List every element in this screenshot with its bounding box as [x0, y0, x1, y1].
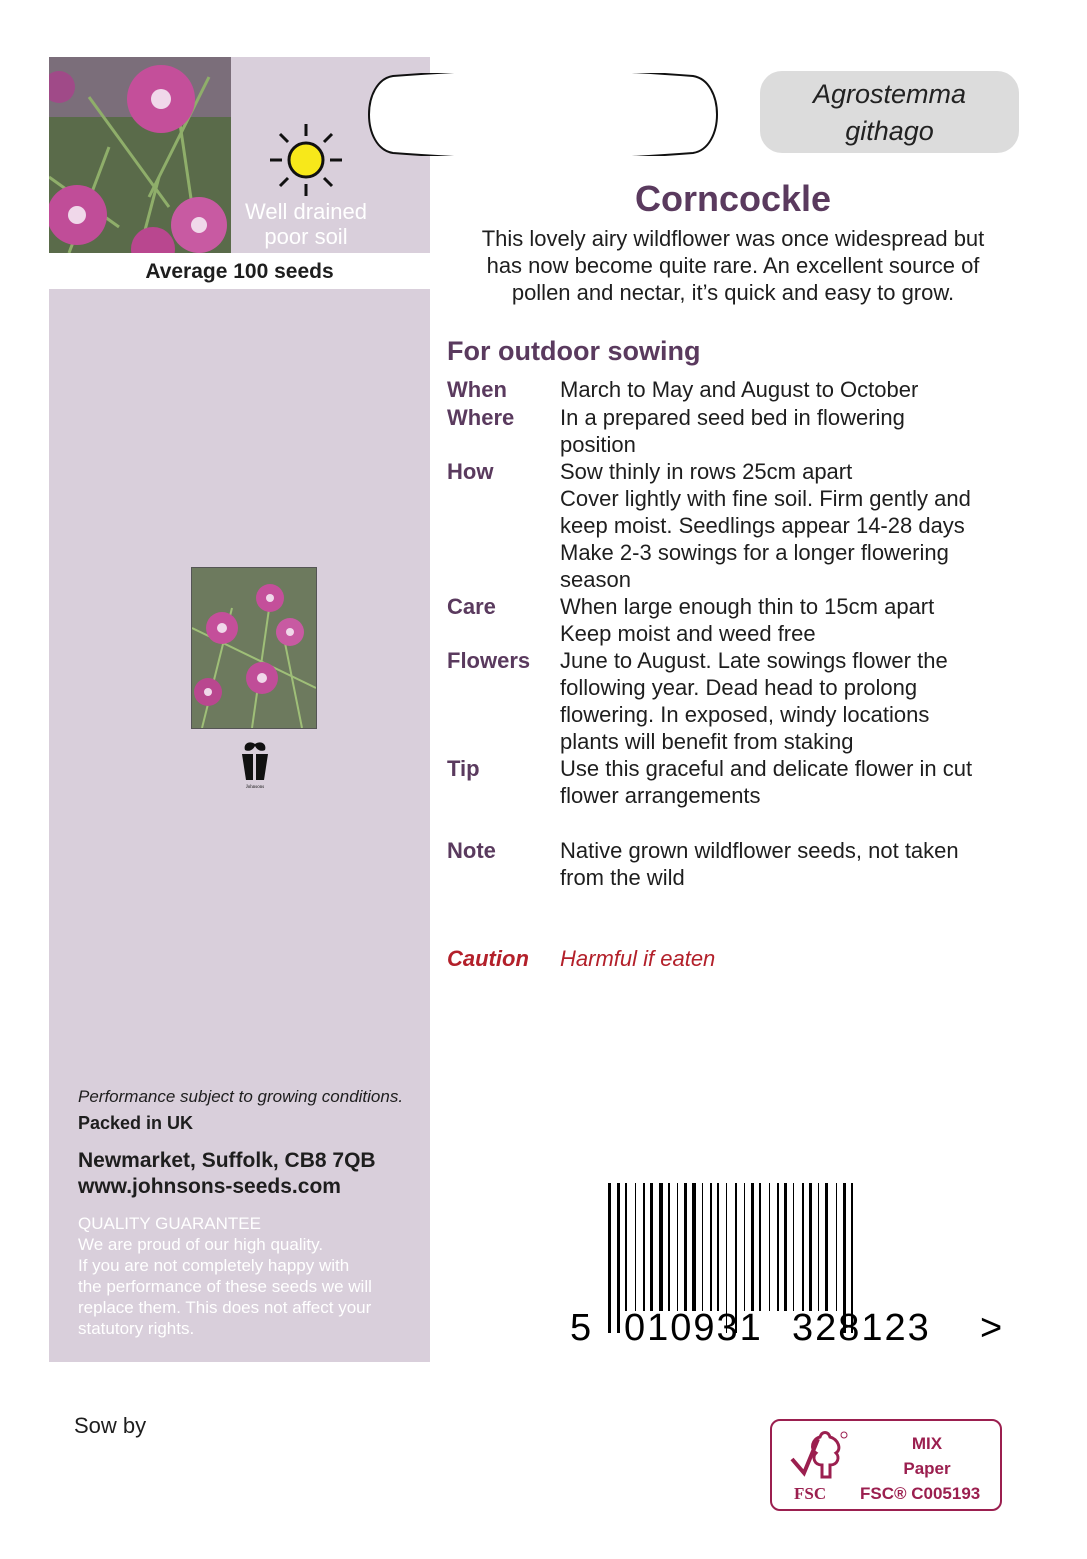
barcode-arrow: > [980, 1307, 1003, 1343]
barcode-bar [692, 1183, 696, 1311]
instruction-line: When large enough thin to 15cm apart [560, 594, 935, 619]
instruction-text [560, 593, 1030, 647]
instruction-label: How [447, 459, 494, 484]
barcode-bar [710, 1183, 712, 1311]
barcode-bar [769, 1183, 770, 1311]
caution-text: Harmful if eaten [560, 946, 716, 971]
instruction-line: from the wild [560, 865, 685, 890]
barcode-bar [608, 1183, 611, 1333]
sowing-heading: For outdoor sowing [447, 336, 701, 366]
barcode-digits: 5 [570, 1307, 594, 1343]
barcode-bar [809, 1183, 812, 1311]
instruction-line: flowering. In exposed, windy locations [560, 702, 930, 727]
instruction-line: Native grown wildflower seeds, not taken [560, 838, 959, 863]
packed-in: Packed in UK [78, 1113, 194, 1133]
barcode-bar [784, 1183, 787, 1311]
instruction-text [560, 404, 1030, 458]
quality-line: the performance of these seeds we will [78, 1277, 372, 1296]
instruction-label: Care [447, 594, 496, 619]
barcode-bar [818, 1183, 819, 1311]
barcode-bar [759, 1183, 761, 1311]
instruction-line: June to August. Late sowings flower the [560, 648, 948, 673]
fsc-paper: Paper [903, 1459, 951, 1478]
instruction-text [560, 376, 1030, 403]
pot-logo-icon [237, 740, 273, 790]
fsc-abbreviation: FSC [794, 1484, 827, 1503]
instruction-label: Tip [447, 756, 480, 781]
sun-icon [268, 122, 344, 198]
barcode-bar [777, 1183, 779, 1311]
quality-line: We are proud of our high quality. [78, 1235, 324, 1254]
logo-text: Johnsons [245, 785, 265, 790]
seed-count: Average 100 seeds [49, 253, 430, 289]
sow-by-label: Sow by [74, 1413, 147, 1438]
fsc-code: FSC® C005193 [860, 1484, 981, 1503]
barcode-bar [793, 1183, 794, 1311]
barcode-bar [668, 1183, 670, 1311]
barcode-digits: 010931 [624, 1307, 763, 1343]
fsc-tree-icon [786, 1429, 850, 1485]
barcode-bar [802, 1183, 804, 1311]
instruction-line: position [560, 432, 636, 457]
instruction-line: plants will benefit from staking [560, 729, 854, 754]
blank-name-label [363, 73, 723, 156]
soil-condition [231, 199, 381, 249]
instruction-line: season [560, 567, 631, 592]
latin-genus: Agrostemma [812, 79, 967, 109]
performance-note: Performance subject to growing conditions. [78, 1087, 404, 1106]
flower-photo [49, 57, 231, 253]
instruction-line: Cover lightly with fine soil. Firm gently and [560, 486, 971, 511]
description-line: pollen and nectar, it’s quick and easy to grow. [511, 280, 955, 305]
barcode-bar [625, 1183, 627, 1311]
instruction-line: Use this graceful and delicate flower in cut [560, 756, 973, 781]
barcode-bar [702, 1183, 703, 1311]
barcode-bar [825, 1183, 828, 1311]
instruction-line: flower arrangements [560, 783, 761, 808]
instruction-text [560, 458, 1030, 593]
barcode-bar [717, 1183, 719, 1311]
quality-line: statutory rights. [78, 1319, 195, 1338]
address-line: Newmarket, Suffolk, CB8 7QB [78, 1149, 376, 1172]
instruction-label: Flowers [447, 648, 531, 673]
flower-thumbnail [191, 567, 317, 729]
barcode [566, 1183, 1016, 1343]
barcode-bar [617, 1183, 620, 1333]
instruction-line: Make 2-3 sowings for a longer flowering [560, 540, 949, 565]
latin-name [760, 71, 1019, 153]
instruction-line: keep moist. Seedlings appear 14-28 days [560, 513, 965, 538]
barcode-bar [751, 1183, 754, 1311]
fsc-mix-label [882, 1431, 972, 1481]
barcode-bar [643, 1183, 645, 1311]
barcode-bar [744, 1183, 745, 1311]
barcode-bar [836, 1183, 837, 1311]
barcode-bar [677, 1183, 678, 1311]
instruction-line: In a prepared seed bed in flowering [560, 405, 905, 430]
description-line: This lovely airy wildflower was once widespread but [481, 226, 985, 251]
instruction-label: Note [447, 838, 496, 863]
quality-line: replace them. This does not affect your [78, 1298, 372, 1317]
instruction-label: Where [447, 405, 515, 430]
fsc-badge [770, 1419, 1002, 1511]
quality-line: If you are not completely happy with [78, 1256, 350, 1275]
caution-label: Caution [447, 946, 529, 971]
instruction-label: When [447, 377, 507, 402]
instruction-line: following year. Dead head to prolong [560, 675, 918, 700]
website: www.johnsons-seeds.com [78, 1175, 341, 1198]
quality-title: QUALITY GUARANTEE [78, 1214, 261, 1233]
product-title: Corncockle [634, 178, 832, 219]
fsc-mix: MIX [911, 1434, 943, 1453]
barcode-bar [684, 1183, 687, 1311]
soil-line-1: Well drained [245, 199, 367, 224]
quality-guarantee [78, 1213, 423, 1339]
description-line: has now become quite rare. An excellent source of [486, 253, 980, 278]
barcode-bar [650, 1183, 653, 1311]
barcode-bar [635, 1183, 636, 1311]
product-description [438, 225, 1028, 306]
instruction-line: Keep moist and weed free [560, 621, 816, 646]
instruction-line: March to May and August to October [560, 377, 919, 402]
latin-species: githago [845, 116, 934, 146]
soil-line-2: poor soil [264, 224, 348, 249]
company-address [78, 1148, 376, 1200]
instruction-text [560, 837, 1030, 891]
barcode-digits: 328123 [792, 1307, 931, 1343]
barcode-bar [659, 1183, 663, 1311]
instruction-text [560, 647, 1030, 755]
instruction-text [560, 755, 1030, 809]
instruction-line: Sow thinly in rows 25cm apart [560, 459, 853, 484]
